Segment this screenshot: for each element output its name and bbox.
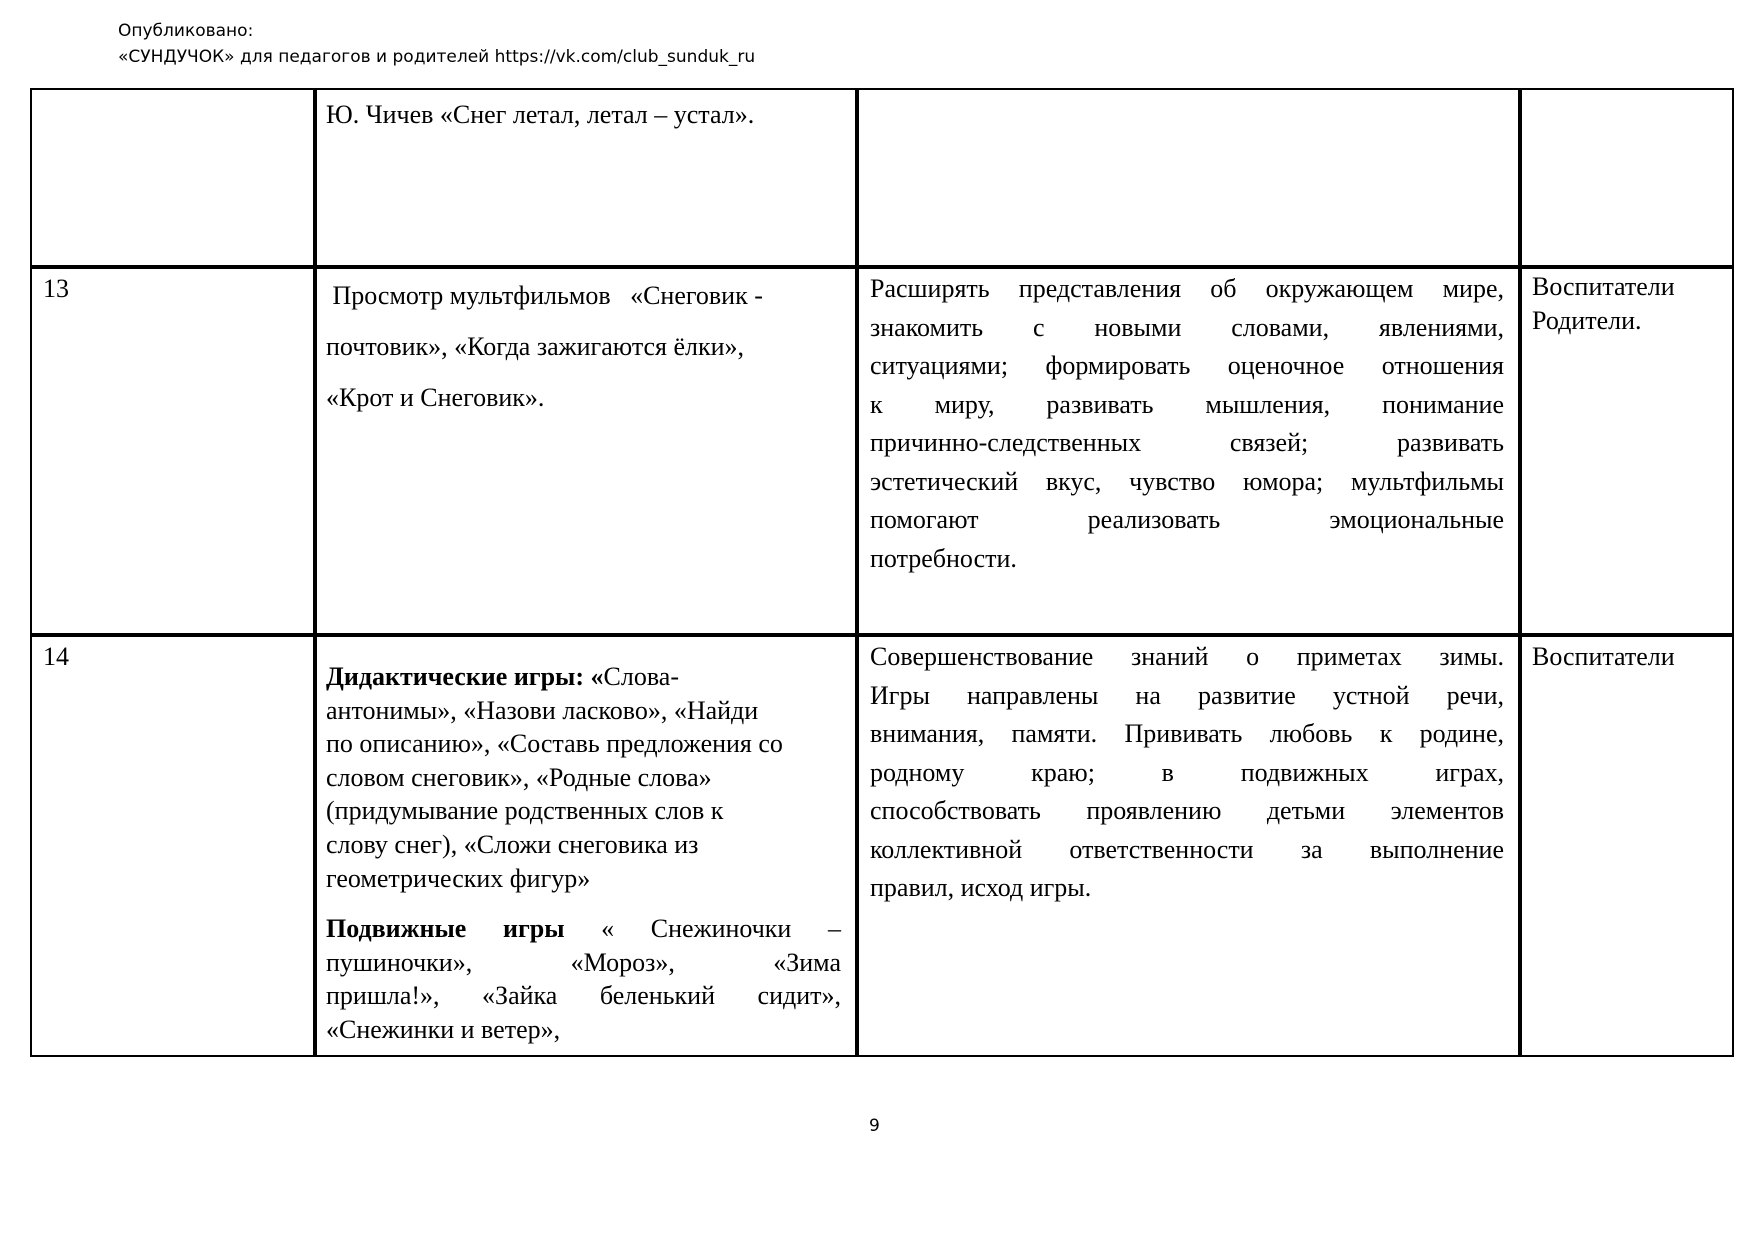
row-13-goal-line: к миру, развивать мышления, понимание bbox=[870, 389, 1504, 419]
row-13-activity-line: почтовик», «Когда зажигаются ёлки», bbox=[326, 332, 745, 361]
row-13-goal-line: Расширять представления об окружающем мире, bbox=[870, 274, 1504, 303]
row-13-goal bbox=[870, 270, 1504, 578]
row-13-goal-line: эстетический вкус, чувство юмора; мультфильмы bbox=[870, 466, 1504, 496]
row-13-responsible bbox=[1532, 270, 1728, 338]
row-13-activity bbox=[326, 270, 846, 423]
row-14-goal-line: Совершенствование знаний о приметах зимы. bbox=[870, 642, 1504, 671]
row-14-goal-line: родному краю; в подвижных играх, bbox=[870, 757, 1504, 787]
row-14-goal bbox=[870, 638, 1504, 908]
row-14-didactic-games bbox=[326, 660, 841, 895]
row-14-didactic-line: геометрических фигур» bbox=[326, 863, 591, 893]
row-14-responsible: Воспитатели bbox=[1532, 642, 1675, 671]
table-column-divider bbox=[855, 90, 859, 1055]
row-14-mobile-line: «Снежинки и ветер», bbox=[326, 1014, 561, 1044]
row-13-goal-line: причинно-следственных связей; развивать bbox=[870, 428, 1504, 457]
didactic-quote: « bbox=[584, 662, 604, 691]
publication-header bbox=[118, 18, 755, 70]
row-13-activity-line: Просмотр мультфильмов «Снеговик - bbox=[326, 281, 763, 310]
header-published-label: Опубликовано: bbox=[118, 21, 254, 41]
mobile-games-label: Подвижные игры bbox=[326, 914, 565, 944]
header-source-text: «СУНДУЧОК» для педагогов и родителей https://vk.com/club_sunduk_ru bbox=[118, 47, 756, 67]
row-13-goal-line: знакомить с новыми словами, явлениями, bbox=[870, 312, 1504, 342]
row-14-goal-line: способствовать проявлению детьми элементов bbox=[870, 796, 1504, 825]
row-13-activity-line: «Крот и Снеговик». bbox=[326, 383, 545, 412]
mobile-first-line: « Снежиночки – bbox=[564, 914, 841, 944]
row-14-didactic-line: (придумывание родственных слов к bbox=[326, 796, 724, 826]
table-row-divider bbox=[32, 633, 1732, 637]
row-13-responsible-line: Родители. bbox=[1532, 306, 1642, 335]
row-14-goal-line: правил, исход игры. bbox=[870, 873, 1092, 902]
didactic-first-word: Слова- bbox=[603, 662, 679, 691]
row-continued-activity: Ю. Чичев «Снег летал, летал – устал». bbox=[326, 100, 755, 129]
row-14-goal-line: Игры направлены на развитие устной речи, bbox=[870, 680, 1504, 710]
activity-table bbox=[30, 88, 1734, 1057]
row-14-number: 14 bbox=[43, 642, 69, 671]
row-14-didactic-line: по описанию», «Составь предложения со bbox=[326, 729, 783, 759]
row-14-didactic-line: антонимы», «Назови ласково», «Найди bbox=[326, 695, 759, 725]
row-14-didactic-line: слову снег), «Сложи снеговика из bbox=[326, 829, 699, 859]
row-13-goal-line: потребности. bbox=[870, 543, 1017, 573]
row-14-didactic-line: словом снеговик», «Родные слова» bbox=[326, 762, 712, 792]
row-14-didactic-line bbox=[326, 660, 841, 694]
row-14-activity bbox=[326, 660, 841, 1047]
page-number: 9 bbox=[869, 1116, 880, 1136]
row-13-goal-line: ситуациями; формировать оценочное отношения bbox=[870, 351, 1504, 380]
row-13-goal-line: помогают реализовать эмоциональные bbox=[870, 505, 1504, 534]
row-14-mobile-line: пушиночки», «Мороз», «Зима bbox=[326, 947, 841, 977]
table-column-divider bbox=[1518, 90, 1522, 1055]
row-14-mobile-line: пришла!», «Зайка беленький сидит», bbox=[326, 981, 841, 1011]
row-14-goal-line: внимания, памяти. Прививать любовь к родине, bbox=[870, 719, 1504, 748]
row-14-goal-line: коллективной ответственности за выполнение bbox=[870, 834, 1504, 864]
table-column-divider bbox=[313, 90, 317, 1055]
table-row-divider bbox=[32, 265, 1732, 269]
didactic-games-label: Дидактические игры: bbox=[326, 662, 585, 691]
row-13-responsible-line: Воспитатели bbox=[1532, 272, 1675, 301]
row-14-mobile-line bbox=[326, 912, 841, 946]
row-13-number: 13 bbox=[43, 274, 69, 303]
row-14-mobile-games bbox=[326, 912, 841, 1046]
